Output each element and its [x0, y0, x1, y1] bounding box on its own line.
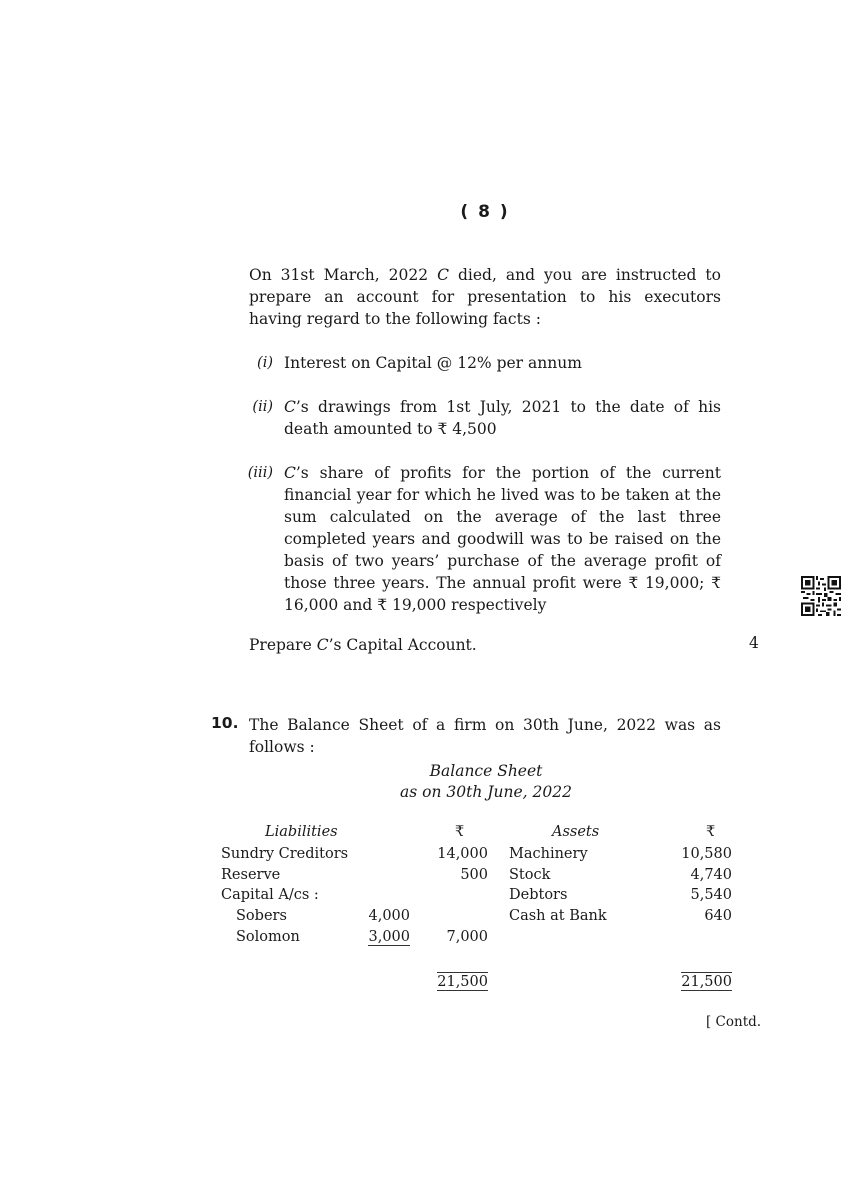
intro-text-b: died, and you are instructed to prepare an account for presentation to his executors having regard to the following facts :: [249, 266, 721, 328]
liability-name: Reserve: [221, 867, 281, 883]
asset-name: Debtors: [509, 887, 568, 903]
liability-sub-amount: 4,000: [368, 908, 410, 924]
fact-label: (ii): [252, 399, 273, 415]
question-10-text: The Balance Sheet of a firm on 30th June, 2022 was as follows :: [249, 716, 721, 756]
fact-partner-c: C: [284, 464, 296, 482]
question-intro: [249, 264, 721, 330]
asset-name: Stock: [509, 867, 551, 883]
assets-currency: ₹: [706, 824, 716, 840]
fact-item-2: [249, 396, 721, 440]
prepare-partner-c: C: [316, 636, 329, 654]
fact-text: Interest on Capital @ 12% per annum: [284, 354, 582, 372]
qr-code-icon: [801, 576, 841, 620]
liability-name: Sundry Creditors: [221, 846, 349, 862]
liability-amount: 7,000: [446, 929, 488, 945]
fact-label: (iii): [247, 465, 273, 481]
liability-sub-amount-wrap: [360, 927, 410, 947]
prepare-text-b: ’s Capital Account.: [328, 636, 477, 654]
liability-amount: 14,000: [437, 846, 488, 862]
balance-sheet-subtitle: as on 30th June, 2022: [400, 783, 572, 801]
intro-text-a: On 31st March, 2022: [249, 266, 438, 284]
asset-amount: 4,740: [690, 867, 732, 883]
liability-name: Solomon: [236, 929, 300, 945]
fact-text: [284, 396, 721, 440]
liability-amount: 500: [460, 867, 488, 883]
asset-amount: 10,580: [681, 846, 732, 862]
fact-text: [284, 462, 721, 616]
liabilities-total-wrap: [418, 972, 488, 992]
fact-text-body: ’s drawings from 1st July, 2021 to the date of his death amounted to ₹ 4,500: [284, 398, 721, 438]
liabilities-header: Liabilities: [265, 824, 338, 840]
asset-name: Cash at Bank: [509, 908, 607, 924]
liabilities-currency: ₹: [455, 824, 465, 840]
liability-sub-amount: 3,000: [368, 929, 410, 945]
assets-header: Assets: [552, 824, 600, 840]
continued-marker: [ Contd.: [706, 1014, 762, 1030]
asset-name: Machinery: [509, 846, 588, 862]
balance-sheet-title: Balance Sheet: [429, 762, 543, 780]
fact-item-3: [249, 462, 721, 616]
intro-partner-c: C: [437, 266, 449, 284]
liability-name: Sobers: [236, 908, 287, 924]
prepare-instruction: [249, 634, 721, 656]
marks: 4: [749, 634, 759, 652]
fact-partner-c: C: [284, 398, 296, 416]
prepare-text-a: Prepare: [249, 636, 317, 654]
liability-name: Capital A/cs :: [221, 887, 319, 903]
question-number: 10.: [211, 714, 239, 732]
assets-total-wrap: [660, 972, 732, 992]
liabilities-total: 21,500: [437, 974, 488, 990]
assets-total: 21,500: [681, 974, 732, 990]
fact-text-body: ’s share of profits for the portion of the current financial year for which he lived was to be taken at the sum calculated on the average of the last three completed years and goodwill was to be raised on the basis of two years’ purchase of the average profit of those three years. The annual profit were ₹ 19,000; ₹ 16,000 and ₹ 19,000 respectively: [284, 464, 721, 614]
asset-amount: 640: [704, 908, 732, 924]
asset-amount: 5,540: [690, 887, 732, 903]
page-number: ( 8 ): [460, 202, 510, 222]
fact-label: (i): [257, 355, 273, 371]
fact-item-1: [249, 352, 721, 374]
